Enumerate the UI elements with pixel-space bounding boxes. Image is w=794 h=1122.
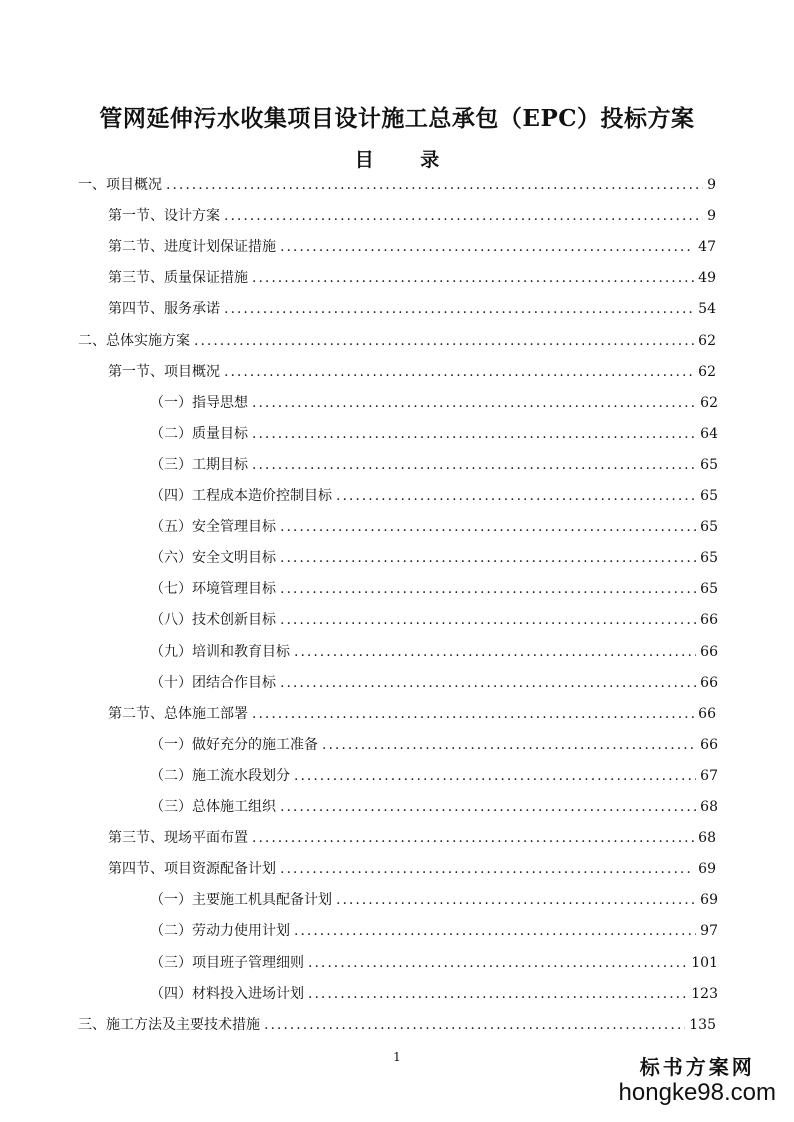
toc-entry-label: （四）材料投入进场计划 xyxy=(150,985,304,1002)
toc-entry-page: 66 xyxy=(700,643,718,660)
toc-entry-label: （六）安全文明目标 xyxy=(150,550,276,567)
toc-entry[interactable] xyxy=(150,609,718,633)
toc-entry[interactable] xyxy=(150,485,718,509)
toc-entry[interactable] xyxy=(150,765,718,789)
toc-entry[interactable] xyxy=(150,547,718,571)
toc-entry[interactable] xyxy=(108,236,716,260)
toc-leader-dots xyxy=(280,519,696,535)
toc-entry[interactable] xyxy=(150,734,718,758)
toc-entry-page: 54 xyxy=(698,301,716,318)
document-title: 管网延伸污水收集项目设计施工总承包（EPC）投标方案 xyxy=(99,105,695,132)
toc-leader-dots xyxy=(336,892,696,908)
toc-leader-dots xyxy=(280,581,696,597)
toc-entry[interactable] xyxy=(108,267,716,291)
toc-leader-dots xyxy=(280,675,696,691)
toc-leader-dots xyxy=(280,861,694,877)
toc-entry-page: 101 xyxy=(691,954,718,971)
toc-entry-page: 65 xyxy=(700,550,718,567)
toc-entry[interactable] xyxy=(150,516,718,540)
toc-entry-label: （五）安全管理目标 xyxy=(150,519,276,536)
toc-leader-dots xyxy=(224,301,694,317)
toc-leader-dots xyxy=(224,364,694,380)
toc-entry[interactable] xyxy=(78,1014,716,1038)
toc-entry-label: （一）做好充分的施工准备 xyxy=(150,736,318,753)
toc-entry-label: 第三节、质量保证措施 xyxy=(108,270,248,287)
toc-entry-label: （一）指导思想 xyxy=(150,394,248,411)
toc-entry-label: （四）工程成本造价控制目标 xyxy=(150,488,332,504)
toc-leader-dots xyxy=(294,923,696,939)
toc-entry-label: 第一节、设计方案 xyxy=(108,208,220,225)
toc-leader-dots xyxy=(252,270,694,286)
toc-entry-page: 68 xyxy=(700,799,718,815)
toc-entry[interactable] xyxy=(108,827,716,851)
toc-entry[interactable] xyxy=(150,392,718,416)
toc-entry[interactable] xyxy=(150,641,718,665)
toc-leader-dots xyxy=(280,612,696,628)
toc-leader-dots xyxy=(166,177,703,193)
toc-entry[interactable] xyxy=(108,858,716,882)
toc-entry-label: （二）质量目标 xyxy=(150,425,248,442)
toc-entry-page: 68 xyxy=(698,830,716,847)
toc-entry-page: 62 xyxy=(698,332,716,349)
toc-entry[interactable] xyxy=(108,361,716,385)
toc-entry-label: 三、施工方法及主要技术措施 xyxy=(78,1016,260,1033)
toc-leader-dots xyxy=(194,333,694,349)
toc-entry-page: 67 xyxy=(700,767,718,784)
toc-leader-dots xyxy=(308,955,687,971)
toc-entry-page: 123 xyxy=(691,985,718,1002)
toc-entry[interactable] xyxy=(150,578,718,602)
toc-entry-page: 66 xyxy=(698,705,716,722)
page-number: 1 xyxy=(393,1050,401,1064)
toc-entry-page: 65 xyxy=(700,519,718,536)
toc-leader-dots xyxy=(322,737,696,753)
toc-leader-dots xyxy=(294,644,696,660)
toc-entry-page: 49 xyxy=(698,270,716,287)
toc-entry-label: （三）项目班子管理细则 xyxy=(150,954,304,971)
toc-entry[interactable] xyxy=(108,703,716,727)
toc-entry[interactable] xyxy=(78,330,716,354)
toc-entry-label: （二）劳动力使用计划 xyxy=(150,923,290,940)
toc-entry-page: 97 xyxy=(700,923,718,940)
toc-entry-page: 9 xyxy=(707,208,716,225)
toc-entry-label: （一）主要施工机具配备计划 xyxy=(150,892,332,909)
toc-entry-page: 66 xyxy=(700,674,718,691)
toc-entry-page: 65 xyxy=(700,581,718,598)
toc-entry-page: 69 xyxy=(698,861,716,878)
toc-entry-label: （八）技术创新目标 xyxy=(150,612,276,629)
toc-entry[interactable] xyxy=(150,454,718,478)
toc-entry-page: 9 xyxy=(707,177,716,193)
toc-entry[interactable] xyxy=(108,298,716,322)
toc-entry-page: 135 xyxy=(689,1016,716,1033)
toc-entry-page: 65 xyxy=(700,488,718,504)
toc-entry[interactable] xyxy=(150,796,718,820)
toc-leader-dots xyxy=(280,799,696,815)
toc-leader-dots xyxy=(252,395,696,411)
toc-entry-label: 第一节、项目概况 xyxy=(108,363,220,380)
toc-leader-dots xyxy=(252,830,694,846)
toc-entry[interactable] xyxy=(150,889,718,913)
toc-entry[interactable] xyxy=(150,672,718,696)
toc-entry-page: 62 xyxy=(700,394,718,411)
toc-entry-page: 69 xyxy=(700,892,718,909)
toc-entry-label: 第二节、总体施工部署 xyxy=(108,705,248,722)
toc-leader-dots xyxy=(336,488,696,504)
toc-entry-label: （九）培训和教育目标 xyxy=(150,643,290,660)
watermark-title: 标书方案网 xyxy=(639,1055,755,1079)
toc-leader-dots xyxy=(280,550,696,566)
toc-entry-label: （三）总体施工组织 xyxy=(150,799,276,815)
toc-heading: 目 录 xyxy=(354,149,460,171)
toc-entry[interactable] xyxy=(150,920,718,944)
toc-entry-page: 66 xyxy=(700,612,718,629)
toc-leader-dots xyxy=(280,239,694,255)
toc-entry[interactable] xyxy=(150,423,718,447)
toc-leader-dots xyxy=(252,426,696,442)
toc-entry-page: 65 xyxy=(700,456,718,473)
toc-leader-dots xyxy=(252,457,696,473)
toc-entry-label: （二）施工流水段划分 xyxy=(150,767,290,784)
toc-entry-label: （七）环境管理目标 xyxy=(150,581,276,598)
toc-leader-dots xyxy=(252,706,694,722)
toc-entry-page: 47 xyxy=(698,239,716,256)
toc-leader-dots xyxy=(308,986,687,1002)
toc-entry-label: 一、项目概况 xyxy=(78,177,162,193)
watermark-logo xyxy=(619,1051,776,1106)
toc-entry-label: （三）工期目标 xyxy=(150,456,248,473)
toc-entry-label: （十）团结合作目标 xyxy=(150,674,276,691)
toc-entry-label: 第四节、项目资源配备计划 xyxy=(108,861,276,878)
toc-entry-page: 62 xyxy=(698,363,716,380)
toc-entry-label: 二、总体实施方案 xyxy=(78,332,190,349)
toc-entry-page: 64 xyxy=(700,425,718,442)
toc-entry-label: 第二节、进度计划保证措施 xyxy=(108,239,276,256)
toc-entry[interactable] xyxy=(150,983,718,1007)
toc-entry-label: 第四节、服务承诺 xyxy=(108,301,220,318)
toc-entry-label: 第三节、现场平面布置 xyxy=(108,830,248,847)
toc-leader-dots xyxy=(224,208,703,224)
watermark-url: hongke98.com xyxy=(618,1079,776,1106)
toc-entry-page: 66 xyxy=(700,736,718,753)
toc-leader-dots xyxy=(264,1017,685,1033)
toc-entry[interactable] xyxy=(108,205,716,229)
toc-leader-dots xyxy=(294,768,696,784)
toc-entry[interactable] xyxy=(78,174,716,198)
toc-entry[interactable] xyxy=(150,952,718,976)
